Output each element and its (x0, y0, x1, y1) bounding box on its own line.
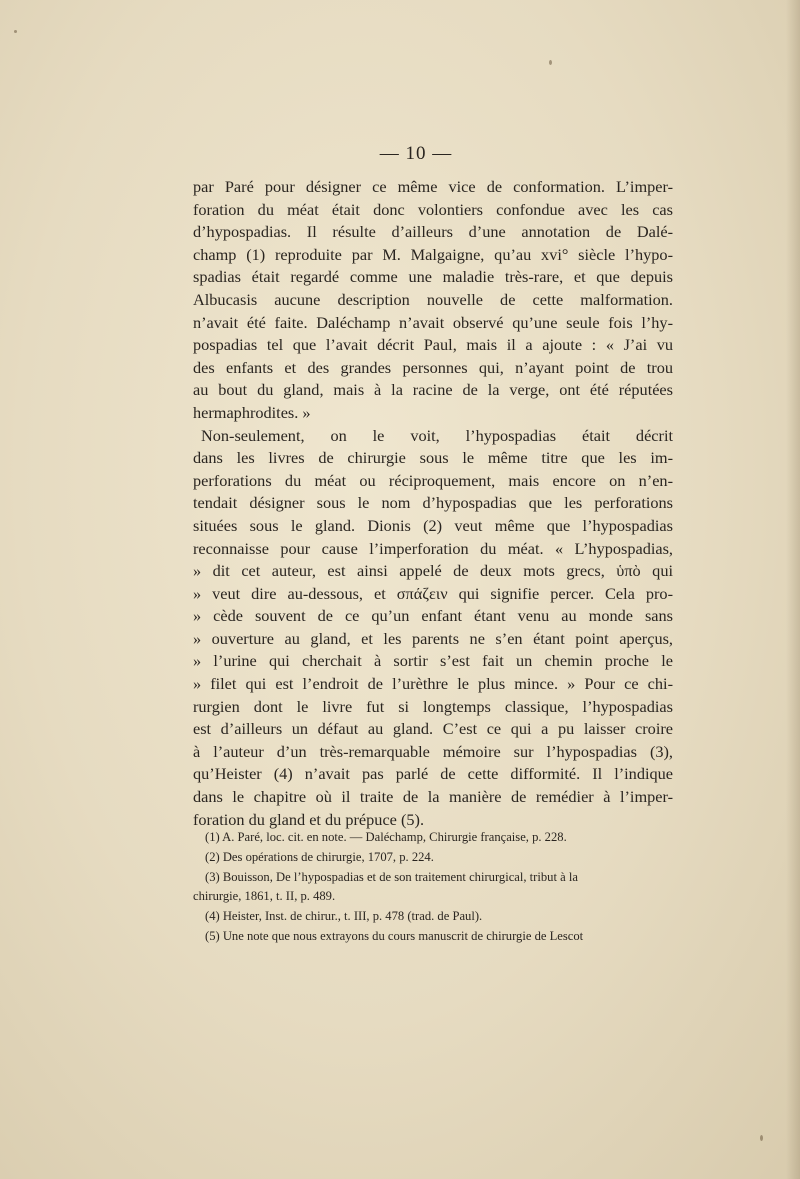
text-line: reconnaisse pour cause l’imperforation du méat. « L’hypospadias, (193, 538, 673, 558)
text-line: foration du méat était donc volontiers confondue avec les cas (193, 199, 673, 219)
text-line: » filet qui est l’endroit de l’urèthre le plus mince. » Pour ce chi- (193, 674, 673, 694)
text-line: hermaphrodites. » (193, 402, 311, 422)
text-line: d’hypospadias. Il résulte d’ailleurs d’une annotation de Dalé- (193, 222, 673, 242)
text-line: perforations du méat ou réciproquement, mais encore on n’en- (193, 470, 673, 490)
footnote: (3) Bouisson, De l’hypospadias et de son traitement chirurgical, tribut à la (205, 869, 578, 884)
footnote: (2) Des opérations de chirurgie, 1707, p. 224. (205, 849, 434, 864)
text-line: rurgien dont le livre fut si longtemps classique, l’hypospadias (193, 696, 673, 716)
text-line: situées sous le gland. Dionis (2) veut même que l’hypospadias (193, 515, 673, 535)
footnote: (1) A. Paré, loc. cit. en note. — Daléchamp, Chirurgie française, p. 228. (205, 830, 567, 844)
text-line: » ouverture au gland, et les parents ne s’en étant point aperçus, (193, 628, 673, 648)
text-line: pospadias tel que l’avait décrit Paul, mais il a ajoute : « J’ai vu (193, 335, 673, 355)
text-line: Non-seulement, on le voit, l’hypospadias était décrit (201, 425, 673, 445)
footnote: (4) Heister, Inst. de chirur., t. III, p. 478 (trad. de Paul). (205, 909, 483, 924)
footnote-continuation: chirurgie, 1861, t. II, p. 489. (193, 889, 336, 904)
text-line: au bout du gland, mais à la racine de la verge, ont été réputées (193, 380, 673, 400)
text-line: dans les livres de chirurgie sous le même titre que les im- (193, 448, 673, 468)
text-line: à l’auteur d’un très-remarquable mémoire sur l’hypospadias (3), (193, 741, 673, 761)
text-line: qu’Heister (4) n’avait pas parlé de cette difformité. Il l’indique (193, 764, 673, 784)
body-text (193, 176, 673, 831)
page-edge-shadow (786, 0, 800, 1179)
ink-speck (14, 30, 17, 33)
text-line: n’avait été faite. Daléchamp n’avait observé qu’une seule fois l’hy- (193, 312, 673, 332)
text-line: » veut dire au-dessous, et σπάζειν qui signifie percer. Cela pro- (193, 583, 673, 603)
text-line: par Paré pour désigner ce même vice de conformation. L’imper- (193, 177, 673, 196)
text-line: est d’ailleurs un défaut au gland. C’est ce qui a pu laisser croire (193, 719, 673, 739)
footnote: (5) Une note que nous extrayons du cours manuscrit de chirurgie de Lescot (205, 928, 584, 943)
ink-speck (549, 60, 552, 65)
footnotes (193, 828, 673, 947)
text-line: Albucasis aucune description nouvelle de cette malformation. (193, 289, 673, 309)
text-line: spadias était regardé comme une maladie très-rare, et que depuis (193, 267, 673, 287)
text-line: dans le chapitre où il traite de la manière de remédier à l’imper- (193, 787, 673, 807)
text-line: tendait désigner sous le nom d’hypospadias que les perforations (193, 493, 673, 513)
page-number: — 10 — (379, 143, 453, 164)
text-line: » l’urine qui cherchait à sortir s’est fait un chemin proche le (193, 651, 673, 671)
text-line: des enfants et des grandes personnes qui, n’ayant point de trou (193, 357, 673, 377)
ink-speck (760, 1135, 763, 1141)
text-line: champ (1) reproduite par M. Malgaigne, qu’au xvi° siècle l’hypo- (193, 244, 673, 264)
text-line: foration du gland et du prépuce (5). (193, 809, 425, 829)
text-line: » cède souvent de ce qu’un enfant étant venu au monde sans (193, 606, 673, 626)
text-line: » dit cet auteur, est ainsi appelé de deux mots grecs, ὑπὸ qui (193, 561, 673, 581)
